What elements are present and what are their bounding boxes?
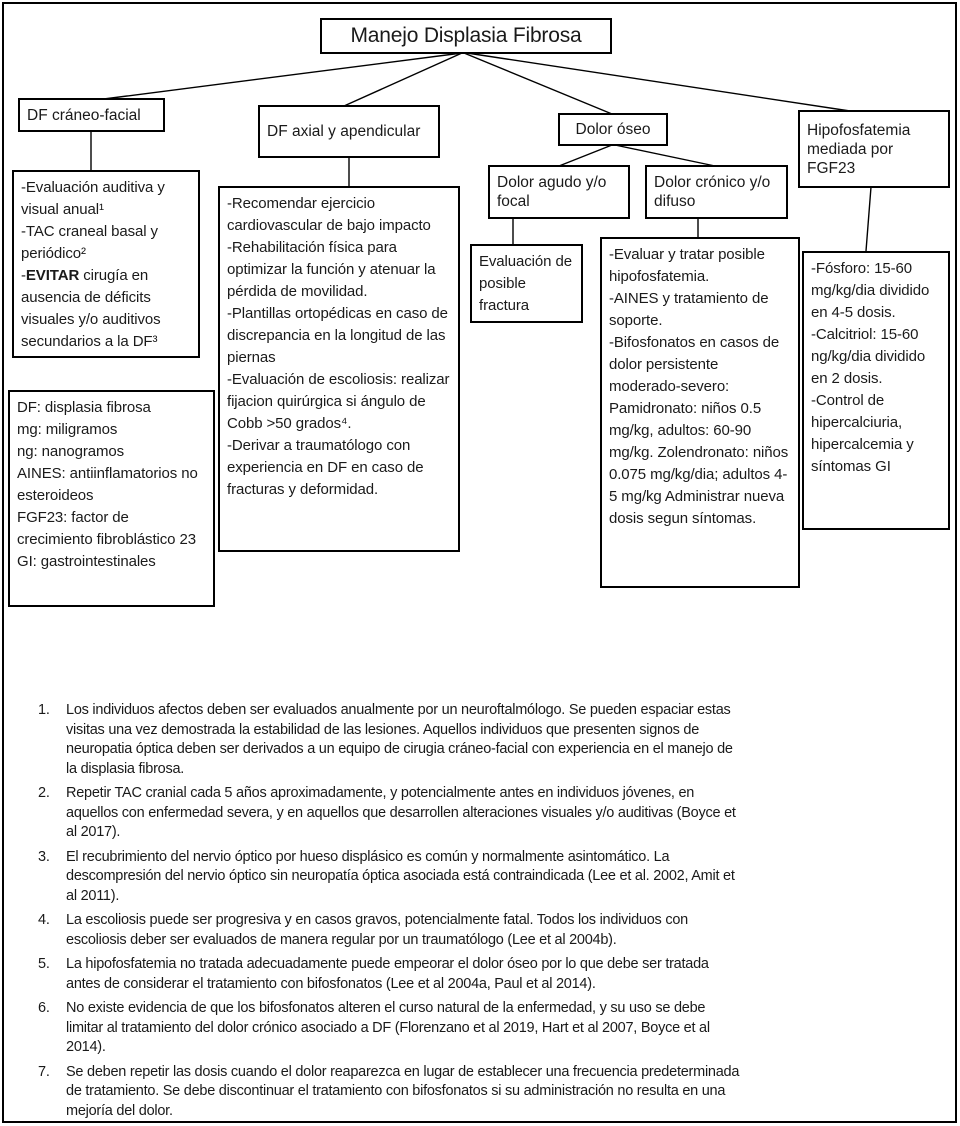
- content-box-cronico: [600, 237, 800, 588]
- footnote-item: [38, 1063, 740, 1122]
- branch-label: Dolor agudo y/o focal: [497, 174, 607, 210]
- content-line-bold: EVITAR: [25, 267, 80, 284]
- content-line: -Rehabilitación física para optimizar la función y atenuar la pérdida de movilidad.: [227, 239, 440, 300]
- footnote-number: 7.: [38, 1063, 50, 1080]
- footnote-item: [38, 784, 740, 843]
- abbreviations-box: [8, 390, 215, 607]
- footnote-text: Repetir TAC cranial cada 5 años aproximadamente, y potencialmente antes en individuos jóvenes, en aquellos con enfermedad severa, y en aquellos que desarrollen alteraciones visuales y/o auditivas (Boyce et al 2017).: [66, 785, 736, 840]
- footnote-item: [38, 701, 740, 779]
- branch-label: DF cráneo-facial: [27, 106, 141, 124]
- footnote-text: La escoliosis puede ser progresiva y en casos gravos, potencialmente fatal. Todos los individuos con escoliosis deber ser evaluados de manera regular por un traumatólogo (Lee et al 2004b).: [66, 912, 688, 948]
- content-box-craneofacial: [12, 170, 200, 358]
- footnote-text: El recubrimiento del nervio óptico por hueso displásico es común y normalmente asintomático. La descompresión del nervio óptico sin neuropatía óptica asociada está contraindicada (Lee et al. 2002, Amit et al 2011).: [66, 848, 735, 904]
- content-line: -Control de hipercalciuria, hipercalcemia y síntomas GI: [811, 392, 918, 475]
- branch-label: Dolor óseo: [575, 121, 651, 138]
- footnote-item: [38, 955, 740, 994]
- content-line: [21, 265, 193, 353]
- content-box-fractura: [470, 244, 583, 323]
- footnote-item: [38, 999, 740, 1058]
- footnote-text: La hipofosfatemia no tratada adecuadamente puede empeorar el dolor óseo por lo que debe ser tratada antes de considerar el tratamiento con bifosfonatos (Lee et al 2004a, Paul et al 2014).: [66, 956, 709, 992]
- footnote-number: 2.: [38, 785, 50, 801]
- abbreviation-line: GI: gastrointestinales: [17, 553, 156, 570]
- branch-box-dolor-cronico: [645, 165, 788, 219]
- content-line: -Evaluar y tratar posible hipofosfatemia.: [609, 246, 769, 285]
- abbreviation-line: DF: displasia fibrosa: [17, 399, 151, 416]
- content-line: -AINES y tratamiento de soporte.: [609, 290, 773, 329]
- footnote-text: Se deben repetir las dosis cuando el dolor reaparezca en lugar de establecer una frecuencia predeterminada de tratamiento. Se debe discontinuar el tratamiento con bifosfonatos si su administración no resulta en una mejoría del dolor.: [66, 1063, 740, 1119]
- content-line: -TAC craneal basal y periódico²: [21, 223, 163, 262]
- footnotes-list: [38, 701, 740, 1126]
- content-line-rest: cirugía en ausencia de déficits visuales y/o auditivos secundarios a la DF³: [21, 267, 165, 350]
- branch-label: Dolor crónico y/o difuso: [654, 174, 771, 210]
- branch-box-craneofacial: [18, 98, 165, 132]
- content-line-dash: -: [21, 267, 26, 284]
- content-line: -Calcitriol: 15-60 ng/kg/dia dividido en 2 dosis.: [811, 326, 930, 387]
- footnote-item: [38, 911, 740, 950]
- footnote-number: 1.: [38, 702, 50, 718]
- branch-box-dolor-agudo: [488, 165, 630, 219]
- abbreviation-line: mg: miligramos: [17, 421, 118, 438]
- content-line: -Derivar a traumatólogo con experiencia en DF en caso de fracturas y deformidad.: [227, 437, 428, 498]
- content-line: -Fósforo: 15-60 mg/kg/dia dividido en 4-5 dosis.: [811, 260, 934, 321]
- footnote-number: 4.: [38, 912, 50, 928]
- footnote-number: 5.: [38, 956, 50, 972]
- branch-label: DF axial y apendicular: [267, 123, 421, 140]
- page-title: Manejo Displasia Fibrosa: [350, 24, 582, 47]
- abbreviation-line: ng: nanogramos: [17, 443, 125, 460]
- content-line: Evaluación de posible fractura: [479, 253, 577, 314]
- content-line: -Plantillas ortopédicas en caso de discrepancia en la longitud de las piernas: [227, 305, 452, 366]
- footnote-item: [38, 848, 740, 907]
- footnote-number: 6.: [38, 1000, 50, 1016]
- content-line: -Evaluación auditiva y visual anual¹: [21, 179, 169, 218]
- content-line: -Bifosfonatos en casos de dolor persistente moderado-severo: Pamidronato: niños 0.5 mg/kg, adultos: 60-90 mg/kg. Zolendronato: niños 0.075 mg/kg/dia; adultos 4-5 mg/kg Administrar nueva dosis segun síntomas.: [609, 334, 793, 527]
- branch-label: Hipofosfatemia mediada por FGF23: [807, 121, 911, 177]
- footnote-text: Los individuos afectos deben ser evaluados anualmente por un neuroftalmólogo. Se pueden espaciar estas visitas una vez demostrada la estabilidad de las lesiones. Aquellos individuos que presenten signos de neuropatia óptica deben ser derivados a un equipo de cirugia cráneo-facial con experiencia en el manejo de la displasia fibrosa.: [66, 702, 733, 777]
- title-box: [320, 18, 612, 54]
- branch-box-dolor-oseo: [558, 113, 668, 146]
- footnote-text: No existe evidencia de que los bifosfonatos alteren el curso natural de la enfermedad, y su uso se debe limitar al tratamiento del dolor crónico asociado a DF (Florenzano et al 2019, Hart et al 2007, Boyce et al 2014).: [66, 1000, 710, 1055]
- content-box-hipofosfatemia: [802, 251, 950, 530]
- branch-box-hipofosfatemia: [798, 110, 950, 188]
- abbreviation-line: AINES: antiinflamatorios no esteroideos: [17, 465, 202, 504]
- branch-box-axial: [258, 105, 440, 158]
- content-line: -Evaluación de escoliosis: realizar fijacion quirúrgica si ángulo de Cobb >50 grados⁴.: [227, 371, 454, 432]
- footnote-number: 3.: [38, 848, 50, 865]
- content-line: -Recomendar ejercicio cardiovascular de bajo impacto: [227, 195, 431, 234]
- content-box-axial: [218, 186, 460, 552]
- abbreviation-line: FGF23: factor de crecimiento fibroblástico 23: [17, 509, 196, 548]
